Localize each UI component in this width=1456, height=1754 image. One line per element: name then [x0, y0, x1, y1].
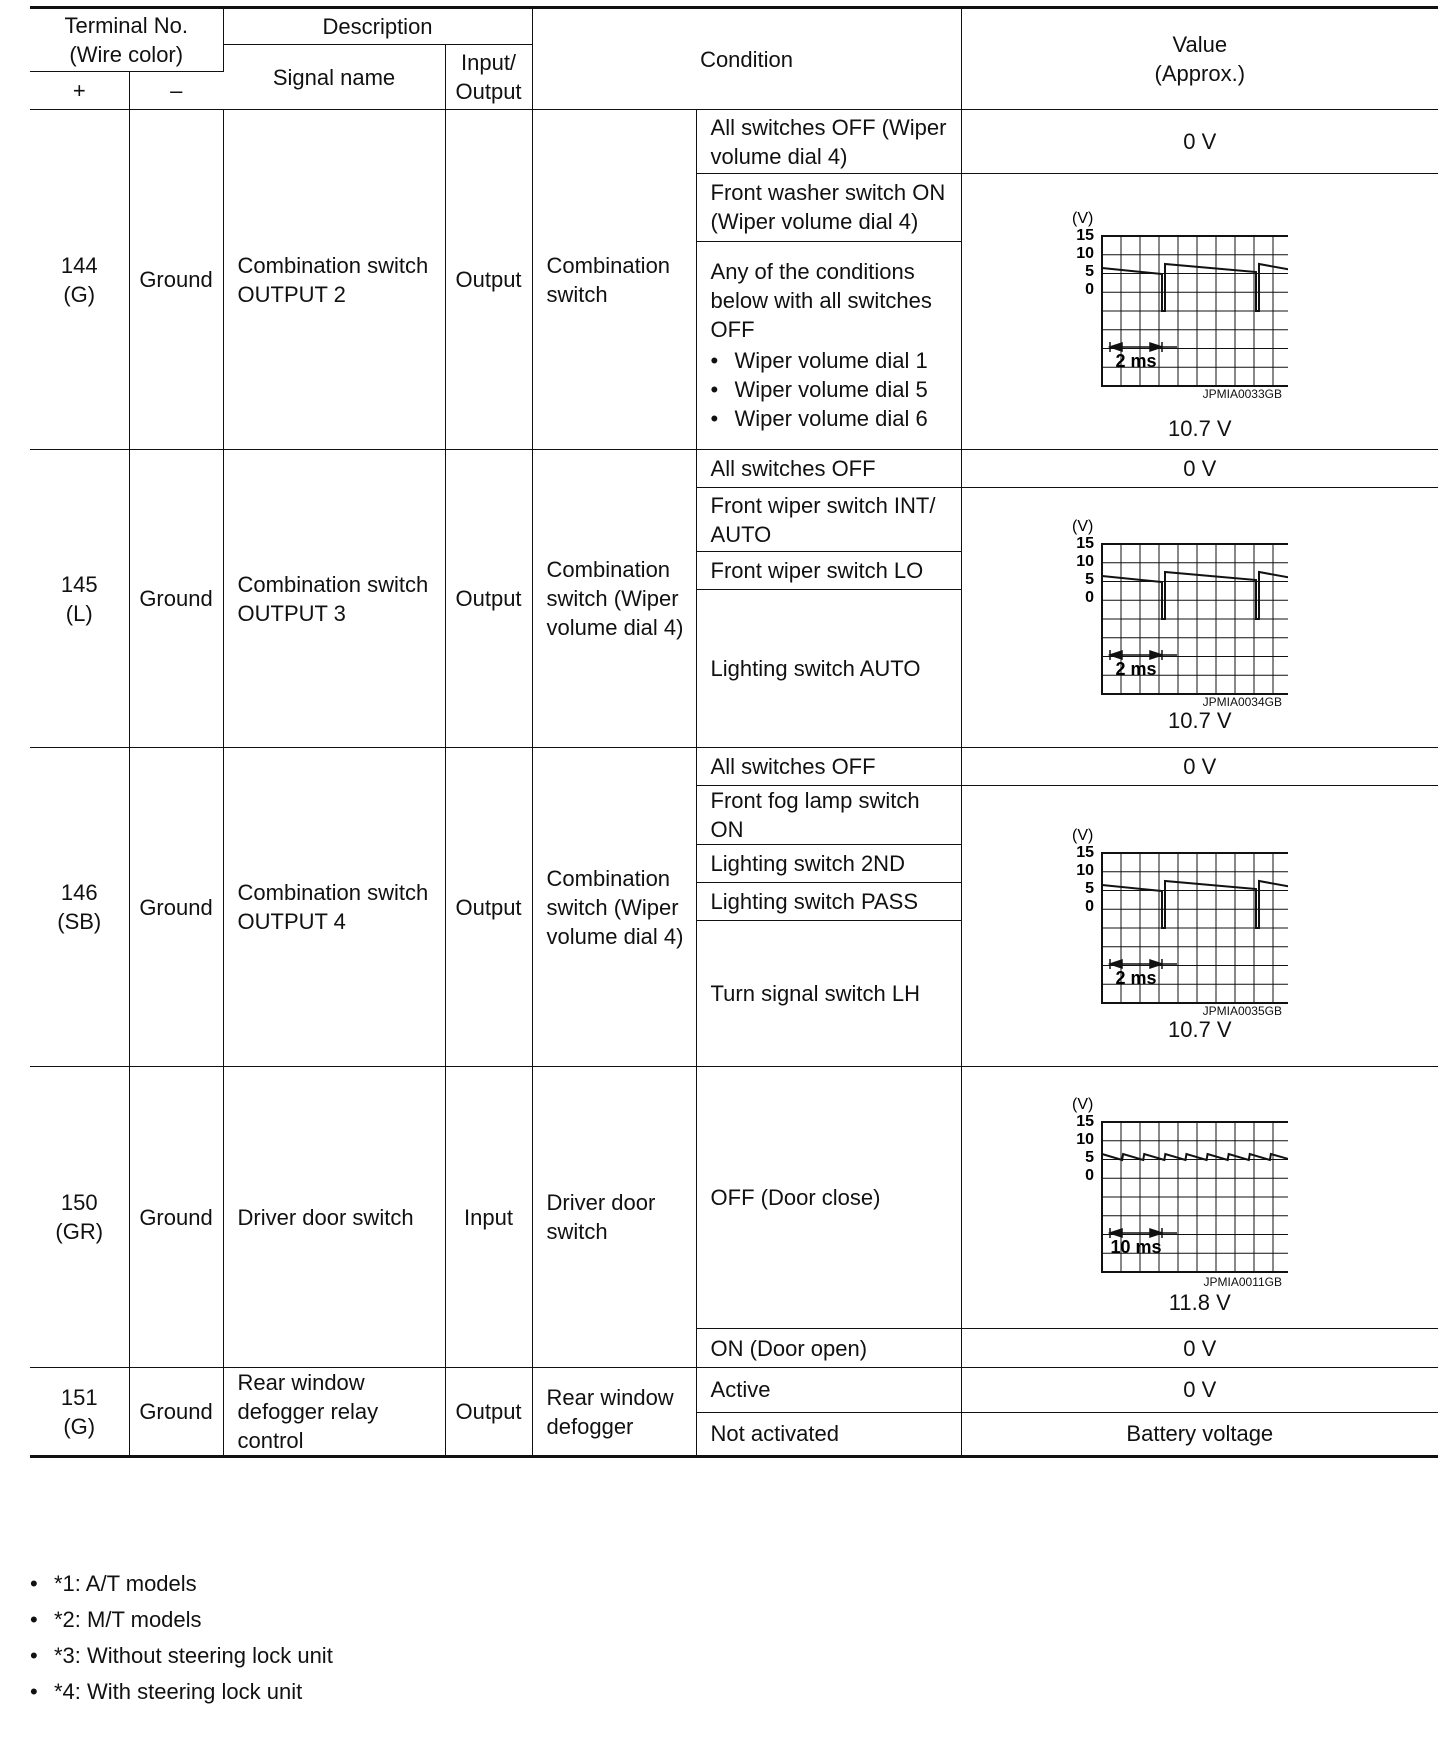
- terminal-cell: [30, 110, 129, 450]
- scope-tick-label: 5: [1084, 571, 1094, 588]
- terminal-number: 151: [60, 1384, 98, 1410]
- scope-unit-label: (V): [1071, 210, 1093, 227]
- waveform-trace: [1102, 264, 1288, 311]
- footnotes: [30, 1566, 333, 1710]
- value-cell: 0 V: [961, 1368, 1438, 1413]
- condition-main-cell: Combination switch (Wiper volume dial 4): [532, 450, 696, 748]
- approx-label: (Approx.): [1154, 61, 1246, 86]
- scope-tick-label: 10: [1075, 553, 1094, 570]
- scope-tick-label: 15: [1075, 1113, 1094, 1130]
- value-cell: Battery voltage: [961, 1412, 1438, 1457]
- condition-cell: Front wiper switch INT/ AUTO: [696, 488, 961, 552]
- io-cell: Output: [445, 110, 532, 450]
- footnote: • *4: With steering lock unit: [30, 1674, 333, 1710]
- signal-name-cell: Driver door switch: [223, 1067, 445, 1368]
- scope-tick-label: 0: [1084, 897, 1094, 915]
- signal-name-header: Signal name: [223, 45, 445, 110]
- condition-bullets: [711, 346, 953, 433]
- condition-main-cell: Combination switch (Wiper volume dial 4): [532, 748, 696, 1067]
- waveform-scope: [962, 803, 1288, 1025]
- terminal-cell: [30, 748, 129, 1067]
- condition-cell: Front fog lamp switch ON: [696, 786, 961, 845]
- scope-unit-label: (V): [1071, 826, 1093, 844]
- scope-tick-label: 10: [1075, 1131, 1094, 1148]
- signal-name-cell: Combination switch OUTPUT 4: [223, 748, 445, 1067]
- waveform-scope: [962, 1072, 1288, 1296]
- footnote: • *2: M/T models: [30, 1602, 333, 1638]
- time-scale-label: 2 ms: [1115, 351, 1157, 371]
- condition-cell: Lighting switch AUTO: [696, 590, 961, 748]
- scope-tick-label: 10: [1075, 861, 1094, 879]
- waveform-trace: [1102, 881, 1288, 928]
- condition-cell: Active: [696, 1368, 961, 1413]
- figure-id: JPMIA0035GB: [1202, 1003, 1282, 1018]
- footnote: • *1: A/T models: [30, 1566, 333, 1602]
- input-output-header: Input/ Output: [445, 45, 532, 110]
- figure-id: JPMIA0033GB: [1202, 387, 1282, 401]
- condition-cell: OFF (Door close): [696, 1067, 961, 1329]
- scope-tick-label: 15: [1075, 227, 1094, 244]
- condition-cell: Front wiper switch LO: [696, 552, 961, 590]
- table-row: [30, 450, 1438, 488]
- minus-cell: Ground: [129, 110, 223, 450]
- terminal-cell: [30, 1067, 129, 1368]
- time-scale-label: 2 ms: [1115, 967, 1157, 988]
- scope-tick-label: 5: [1084, 879, 1094, 897]
- figure-id: JPMIA0034GB: [1202, 695, 1282, 709]
- scope-tick-label: 0: [1084, 281, 1094, 298]
- time-scale-label: 10 ms: [1110, 1237, 1162, 1257]
- scope-unit-label: (V): [1071, 1096, 1093, 1113]
- signal-name-cell: Combination switch OUTPUT 3: [223, 450, 445, 748]
- minus-cell: Ground: [129, 450, 223, 748]
- plus-header: +: [30, 72, 129, 110]
- scope-tick-label: 10: [1075, 245, 1094, 262]
- condition-cell: Not activated: [696, 1412, 961, 1457]
- minus-cell: Ground: [129, 1067, 223, 1368]
- wire-color-label: (Wire color): [69, 42, 184, 67]
- condition-cell: ON (Door open): [696, 1329, 961, 1368]
- condition-cell: Front washer switch ON (Wiper volume dial 4): [696, 174, 961, 242]
- table-row: [30, 110, 1438, 174]
- wire-color: (G): [63, 281, 96, 307]
- minus-header: –: [129, 72, 223, 110]
- minus-cell: Ground: [129, 748, 223, 1067]
- terminal-number: 145: [60, 571, 98, 597]
- io-cell: Input: [445, 1067, 532, 1368]
- list-item: • Wiper volume dial 6: [711, 404, 953, 433]
- signal-name-cell: Rear window defogger relay control: [223, 1368, 445, 1457]
- value-cell: 0 V: [961, 1329, 1438, 1368]
- waveform-cell: [961, 1067, 1438, 1329]
- condition-cell: All switches OFF: [696, 748, 961, 786]
- terminal-number: 144: [60, 252, 98, 278]
- wire-color: (SB): [57, 909, 102, 934]
- condition-main-cell: Combination switch: [532, 110, 696, 450]
- waveform-cell: [961, 488, 1438, 748]
- condition-cell: All switches OFF: [696, 450, 961, 488]
- condition-text: Any of the conditions below with all switches OFF: [710, 259, 932, 343]
- value-cell: 0 V: [961, 748, 1438, 786]
- wire-color: (G): [63, 1413, 96, 1439]
- scope-tick-label: 0: [1084, 1167, 1094, 1184]
- wire-color: (GR): [55, 1219, 104, 1244]
- scope-tick-label: 5: [1084, 263, 1094, 280]
- waveform-cell: [961, 174, 1438, 450]
- value-cell: 0 V: [961, 450, 1438, 488]
- table-row: [30, 748, 1438, 786]
- waveform-scope: [962, 174, 1288, 424]
- terminal-cell: [30, 1368, 129, 1457]
- io-cell: Output: [445, 450, 532, 748]
- waveform-trace: [1102, 572, 1288, 619]
- scope-tick-label: 15: [1075, 843, 1094, 861]
- io-cell: Output: [445, 1368, 532, 1457]
- scope-unit-label: (V): [1071, 518, 1093, 535]
- waveform-scope: [962, 494, 1288, 716]
- io-cell: Output: [445, 748, 532, 1067]
- minus-cell: Ground: [129, 1368, 223, 1457]
- list-item: • Wiper volume dial 5: [711, 375, 953, 404]
- time-scale-label: 2 ms: [1115, 659, 1157, 679]
- terminal-spec-table: [30, 6, 1438, 1458]
- condition-cell: Lighting switch PASS: [696, 883, 961, 921]
- waveform-value: 10.7 V: [1167, 416, 1232, 441]
- scope-tick-label: 15: [1075, 535, 1094, 552]
- terminal-no-header: [30, 8, 223, 72]
- signal-name-cell: Combination switch OUTPUT 2: [223, 110, 445, 450]
- header-row: [30, 8, 1438, 45]
- wire-color: (L): [65, 600, 93, 626]
- waveform-value: 11.8 V: [1168, 1290, 1231, 1315]
- condition-cell: Turn signal switch LH: [696, 921, 961, 1067]
- terminal-cell: [30, 450, 129, 748]
- condition-cell: [696, 241, 961, 449]
- waveform-cell: [961, 786, 1438, 1067]
- description-header: Description: [223, 8, 532, 45]
- scope-tick-label: 5: [1084, 1149, 1094, 1166]
- condition-header: Condition: [532, 8, 961, 110]
- condition-cell: Lighting switch 2ND: [696, 845, 961, 883]
- figure-id: JPMIA0011GB: [1203, 1275, 1282, 1289]
- table-row: [30, 1067, 1438, 1329]
- condition-main-cell: Rear window defogger: [532, 1368, 696, 1457]
- scope-tick-label: 0: [1084, 589, 1094, 606]
- terminal-number: 146: [60, 880, 98, 905]
- footnote: • *3: Without steering lock unit: [30, 1638, 333, 1674]
- list-item: • Wiper volume dial 1: [711, 346, 953, 375]
- value-label: Value: [1172, 32, 1228, 57]
- waveform-value: 10.7 V: [1167, 1016, 1232, 1042]
- table-row: [30, 1368, 1438, 1413]
- condition-cell: All switches OFF (Wiper volume dial 4): [696, 110, 961, 174]
- terminal-no-label: Terminal No.: [64, 13, 188, 38]
- condition-main-cell: Driver door switch: [532, 1067, 696, 1368]
- waveform-value: 10.7 V: [1167, 708, 1232, 733]
- value-header: [961, 8, 1438, 110]
- terminal-number: 150: [60, 1190, 98, 1215]
- value-cell: 0 V: [961, 110, 1438, 174]
